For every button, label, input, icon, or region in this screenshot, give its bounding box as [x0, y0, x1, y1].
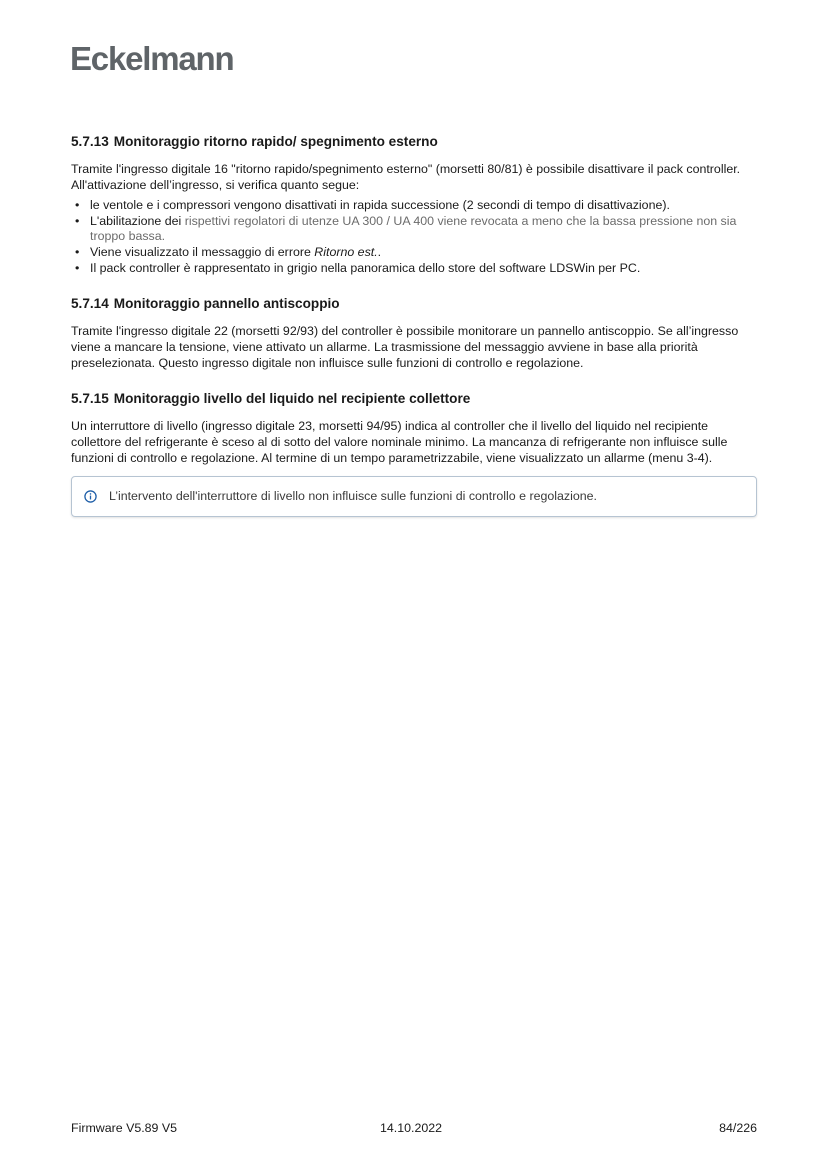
list-item — [71, 214, 757, 244]
section-title: Monitoraggio livello del liquido nel recipiente collettore — [113, 391, 471, 406]
page-number: 84/226 — [719, 1121, 757, 1135]
list-item-text: L'abilitazione dei — [90, 214, 185, 228]
section-intro: Tramite l'ingresso digitale 16 "ritorno rapido/spegnimento esterno" (morsetti 80/81) è possibile disattivare il pack controller. All'attivazione dell’ingresso, si verifica quanto segue: — [71, 162, 741, 192]
list-item: • Il pack controller è rappresentato in grigio nella panoramica dello store del software LDSWin per PC. — [71, 261, 757, 276]
section-number: 5.7.14 — [71, 296, 109, 311]
list-item-text-grey: rispettivi regolatori di utenze UA 300 / UA 400 viene revocata a meno che la bassa pressione non sia troppo bassa. — [90, 214, 737, 243]
section-title: Monitoraggio ritorno rapido/ spegnimento esterno — [113, 134, 438, 149]
document-date: 14.10.2022 — [380, 1121, 443, 1135]
note-text: L’intervento dell'interruttore di livello non influisce sulle funzioni di controllo e regolazione. — [109, 489, 597, 503]
section-5-7-14 — [71, 296, 757, 371]
error-message-name: Ritorno est. — [314, 245, 378, 259]
section-heading — [71, 296, 757, 311]
list-item-text: Viene visualizzato il messaggio di errore — [90, 245, 315, 259]
company-logo: Eckelmann — [70, 40, 234, 77]
section-body: Un interruttore di livello (ingresso digitale 23, morsetti 94/95) indica al controller che il livello del liquido nel recipiente collettore del refrigerante è sceso al di sotto del valore nominale minimo. La mancanza di refrigerante non influisce sulle funzioni di controllo e regolazione. Al termine di un tempo parametrizzabile, viene visualizzato un allarme (menu 3-4). — [71, 419, 728, 465]
section-heading — [71, 134, 757, 149]
info-note — [71, 476, 757, 517]
list-item: • le ventole e i compressori vengono disattivati in rapida successione (2 secondi di tempo di disattivazione). — [71, 198, 757, 213]
section-number: 5.7.15 — [71, 391, 109, 406]
firmware-version: Firmware V5.89 V5 — [71, 1121, 178, 1135]
section-heading — [71, 391, 757, 406]
section-title: Monitoraggio pannello antiscoppio — [113, 296, 340, 311]
list-item-text: . — [377, 245, 382, 259]
section-number: 5.7.13 — [71, 134, 109, 149]
section-body: Tramite l'ingresso digitale 22 (morsetti 92/93) del controller è possibile monitorare un pannello antiscoppio. Se all’ingresso viene a mancare la tensione, viene attivato un allarme. La trasmissione del messaggio avviene in base alla priorità preselezionata. Questo ingresso digitale non influisce sulle funzioni di controllo e regolazione. — [71, 324, 739, 370]
page-content — [71, 134, 757, 537]
section-5-7-13 — [71, 134, 757, 276]
section-5-7-15 — [71, 391, 757, 517]
bullet-list — [71, 198, 757, 276]
info-icon — [84, 490, 97, 503]
list-item — [71, 245, 757, 260]
